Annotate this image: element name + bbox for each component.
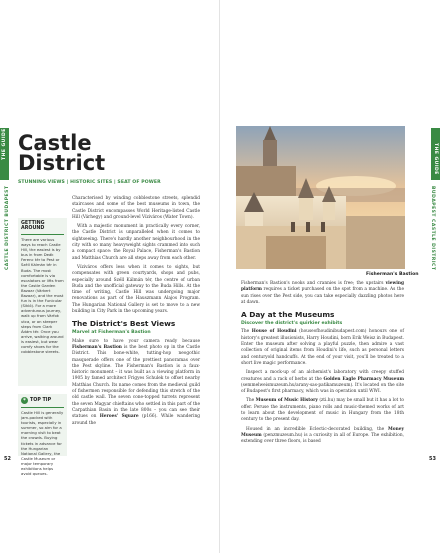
chapter-tab-label-left: THE GUIDE	[2, 128, 7, 160]
getting-around-box	[18, 218, 67, 386]
body-paragraph-pharmacy: Inspect a mock-up of an alchemist's laboratory with creepy stuffed creatures and a rack of herbs at the Golden Eagle Pharmacy Museum (semmelweismuzeum.hu/arany-sas-patikamuzeum). It's located on the site of Budapest's first pharmacy, which was in operation until WWI.	[241, 370, 404, 395]
body-paragraph: Víziváros offers less when it comes to sights, but compensates with green courtyards, shops and pubs, especially around Széll Kálmán tér, the centre of urban Buda and the unofficial gateway to the Buda Hills. At the time of writing, Castle Hill was undergoing major renovations as part of the Hauszmann Alajos Program. The Hungarian National Gallery is set to move to a new building in City Park in the upcoming years.	[72, 264, 200, 315]
left-body-column	[72, 196, 200, 430]
page-title	[18, 133, 105, 173]
section-heading-museums: A Day at the Museums	[241, 310, 335, 320]
page-title-line2: District	[18, 151, 106, 175]
side-running-head-left: CASTLE DISTRICT BUDAPEST	[5, 185, 10, 270]
body-paragraph-houdini: The House of Houdini (houseofhoudinibudapest.com) honours one of history's greatest illusionists, Harry Houdini, born Erik Weisz in Budapest. Enter the museum after solving a playful puzzle, then admire a vast collection of original items from Houdini's life, such as personal letters and centuryold handcuffs. At the end of your visit, you'll be treated to a short live magic performance.	[241, 329, 404, 366]
top-tip-rule	[21, 407, 64, 408]
section-subheading-museums: Discover the district's quirkier exhibits	[241, 321, 343, 327]
top-tip-text: Castle Hill is generally jam-packed with tourists, especially in summer, so aim for a morning visit to beat the crowds. Buying tickets in advance for the Hungarian National Gallery, the Castle Museum or major temporary exhibitions helps avoid queues.	[21, 410, 64, 477]
top-tip-heading: ✶ TOP TIP	[22, 397, 52, 403]
fishermans-bastion-photo	[236, 126, 405, 269]
getting-around-text: There are various ways to reach Castle Hill, the easiest is by bus in from Deák Ferenc tér to Pest or Széll Kálmán tér in Buda. The most comfortable is via escalators or lifts from the Castle Garden Bazaar (Várkert Bazaar), and the most fun is in the Funicular (Sikló). For a more adventurous journey, walk up from Várfok utca, or on steeper steps from Clark Ádám tér. Once you arrive, walking around is easiest, but wear comfy shoes for the cobblestone streets.	[21, 237, 64, 355]
body-paragraph: With a majestic monument in practically every corner, the Castle District is unparalleled when it comes to sightseeing. There's hardly another neighbourhood in the city with so many heavyweight sights crammed into such a compact space: the Royal Palace, Fisherman's Bastion and Matthias Church are all steps away from each other.	[72, 224, 200, 261]
body-paragraph-money: Housed in an incredible Eclectic-decorated building, the Money Museum (penzmuzeum.hu) is a curiosity in all of Europe. The exhibition, extending over three floors, is based	[241, 426, 404, 445]
top-tip-box	[18, 394, 67, 477]
section-subheading-bastion: Marvel at Fisherman's Bastion	[72, 330, 151, 336]
body-paragraph: Characterised by winding cobblestone streets, splendid staircases and some of the best museums in town, the Castle District encompasses World Heritage-listed Castle Hill (Várhegy) and ground-level Víziváros (Water Town).	[72, 196, 200, 220]
section-heading-best-views: The District's Best Views	[72, 319, 176, 329]
right-body-column	[241, 273, 404, 449]
getting-around-rule	[21, 234, 64, 235]
side-running-head-right: BUDAPEST CASTLE DISTRICT	[430, 186, 435, 271]
lightbulb-icon: ✶	[22, 397, 27, 403]
page-number-left: 52	[4, 456, 11, 462]
page-number-right: 53	[429, 456, 436, 462]
photo-caption: Fisherman's Bastion	[366, 272, 419, 277]
title-subheading: STUNNING VIEWS | HISTORIC SITES | SEAT OF POWER	[18, 180, 161, 185]
chapter-tab-label-right: THE GUIDE	[433, 143, 438, 175]
page-title-line1: Castle	[18, 131, 92, 155]
getting-around-heading: GETTING AROUND	[21, 221, 45, 231]
body-paragraph-continued: Fisherman's Bastion's nooks and crannies is free; the upstairs viewing platform requires a ticket purchased on the spot from a machine. As the sun rises over the Pest side, you can take especially dazzling photos here at dawn.	[241, 281, 404, 305]
body-paragraph-music: The Museum of Music History (zti.hu) may be small but it has a lot to offer. Peruse the instruments, piano rolls and music-themed works of art to learn about the development of music in Hungary from the 18th century to the present day.	[241, 398, 404, 423]
body-paragraph-bastion: Make sure to have your camera ready because Fisherman's Bastion is the best photo op in the Castle District. This bone-white, tutting-hop neogothic masquerade offers one of the prettiest panoramas over the Pest skyline. The Fisherman's Bastion is a faux-historic monument – it was built as a viewing platform in 1905 by famed architect Frigyes Schulek to offset nearby Matthias Church. Its name comes from the medieval guild of fishermen responsible for defending this stretch of the old castle wall. The seven cone-topped turrets represent the seven Magyar chieftains who settled in this part of the Carpathian Basin in the late 800s – you can see their statues on Heroes' Square (p166). While wandering around the	[72, 338, 200, 426]
